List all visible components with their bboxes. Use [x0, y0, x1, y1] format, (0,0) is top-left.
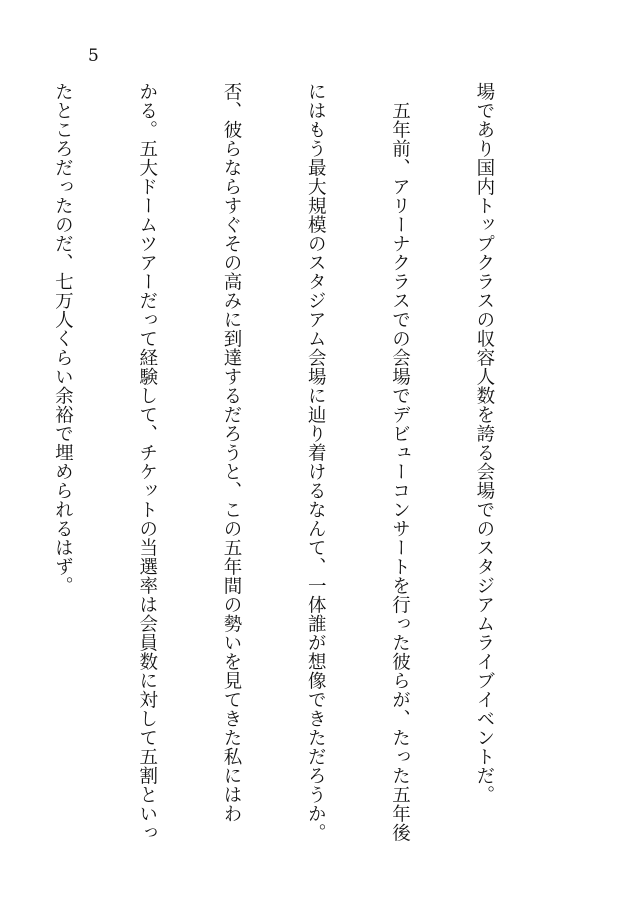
text-line: 場であり国内トップクラスの収容人数を誇る会場でのスタジアムライブイベントだ。	[473, 82, 495, 804]
body-text	[0, 82, 554, 882]
text-line: たところだったのだ、七万人くらい余裕で埋められるはず。	[52, 82, 74, 595]
page-number: 5	[88, 46, 99, 66]
text-line: にはもう最大規模のスタジアム会場に辿り着けるなんて、一体誰が想像できただろうか。	[305, 82, 327, 842]
text-line: 五年前、アリーナクラスでの会場でデビューコンサートを行った彼らが、たった五年後	[389, 82, 411, 842]
text-line: 否、彼らならすぐその高みに到達するだろうと、この五年間の勢いを見てきた私にはわ	[220, 82, 242, 823]
text-line: かる。五大ドームツアーだって経験して、チケットの当選率は会員数に対して五割といっ	[136, 82, 158, 842]
